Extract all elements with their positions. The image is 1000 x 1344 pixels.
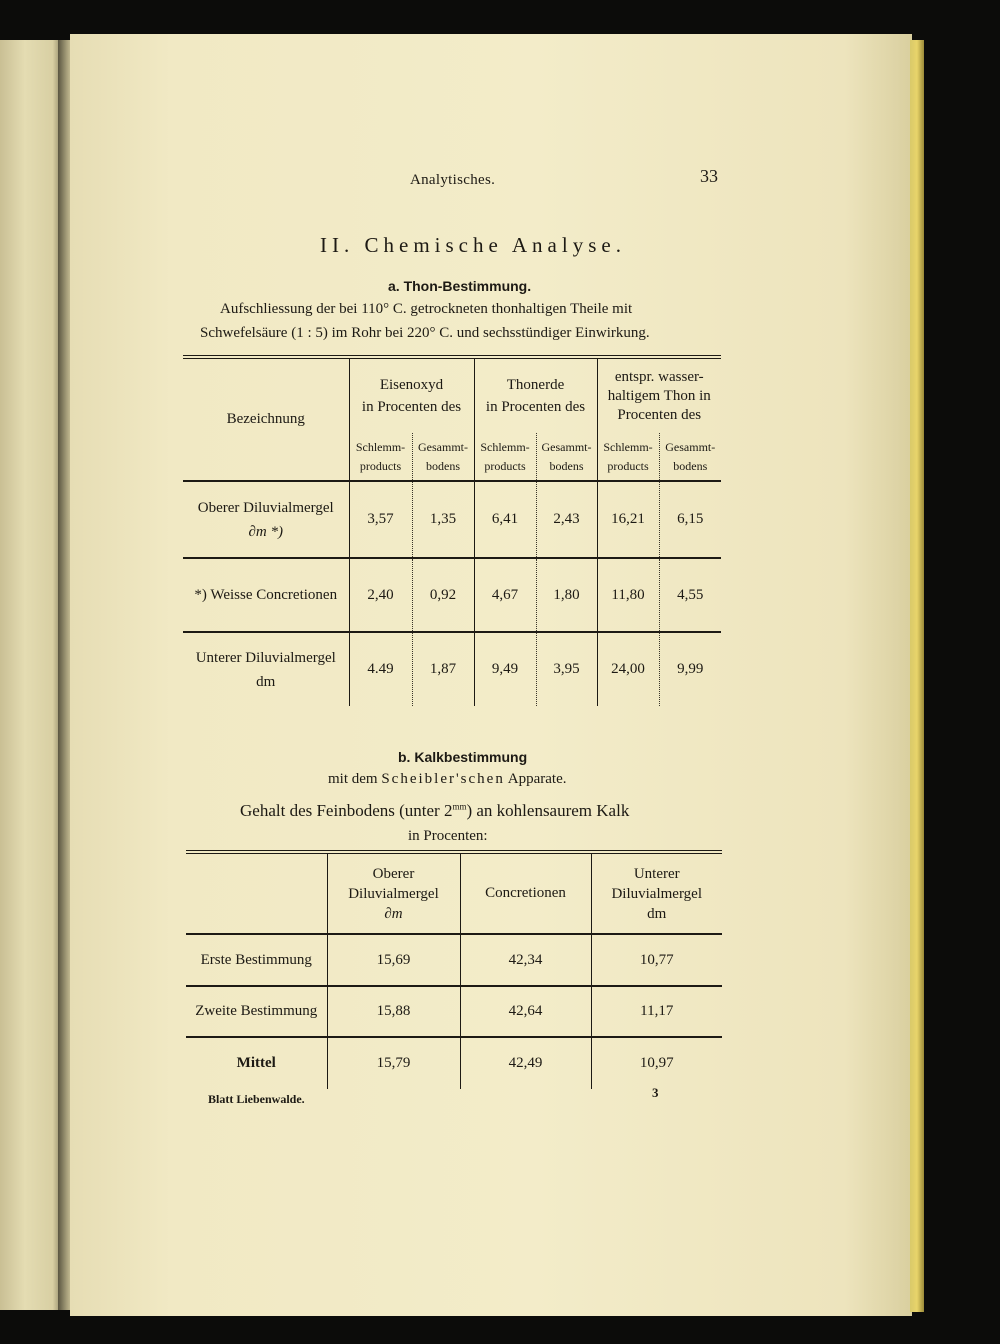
facing-page-edge [0,40,62,1310]
subheader-schlemm: Schlemm- products [349,433,412,481]
value-cell: 6,41 [474,481,536,558]
value-cell: 15,69 [327,934,460,986]
subheader-schlemm: Schlemm- products [597,433,659,481]
value-cell: 42,49 [460,1037,591,1089]
value-cell: 10,77 [591,934,722,986]
part-b-heading: b. Kalkbestimmung [398,749,528,765]
row-label: Oberer Diluvialmergel ∂m *) [197,499,334,540]
part-b-subject-line2: in Procenten: [408,828,488,844]
value-cell: 9,49 [474,632,536,706]
column-header: Concretionen [460,852,591,934]
subheader-gesammt: Gesammt- bodens [659,433,721,481]
row-label: *) Weisse Concretionen [194,587,338,603]
section-title: II. Chemische Analyse. [320,233,626,257]
page-edge-gilt [910,40,924,1312]
part-b-subject: Gehalt des Feinbodens (unter $2^{mm}$) an kohlensaurem Kalk [240,801,630,820]
table-row [183,558,721,632]
value-cell: 4,67 [474,558,536,632]
value-cell: 11,17 [591,986,722,1037]
value-cell: 1,87 [412,632,474,706]
value-cell: 42,64 [460,986,591,1037]
value-cell: 3,57 [349,481,412,558]
part-a-description-line2: Schwefelsäure (1 : 5) im Rohr bei 220° C. und sechsstündiger Einwirkung. [200,325,650,341]
page-number: 33 [700,166,718,186]
table-row [183,481,721,558]
value-cell: 9,99 [659,632,721,706]
value-cell: 16,21 [597,481,659,558]
value-cell: 15,88 [327,986,460,1037]
value-cell: 24,00 [597,632,659,706]
value-cell: 10,97 [591,1037,722,1089]
subheader-gesammt: Gesammt- bodens [536,433,597,481]
value-cell: 6,15 [659,481,721,558]
value-cell: 15,79 [327,1037,460,1089]
column-header: Unterer Diluvialmergel dm [591,852,722,934]
value-cell: 1,80 [536,558,597,632]
header-eisenoxyd: Eisenoxyd in Procenten des [349,357,474,433]
value-cell: 1,35 [412,481,474,558]
running-title: Analytisches. [410,172,496,188]
value-cell: 0,92 [412,558,474,632]
signature-mark: 3 [652,1085,659,1100]
value-cell: 42,34 [460,934,591,986]
value-cell: 11,80 [597,558,659,632]
header-thonerde: Thonerde in Procenten des [474,357,597,433]
row-label: Zweite Bestimmung [195,1003,318,1019]
value-cell: 2,43 [536,481,597,558]
subheader-schlemm: Schlemm- products [474,433,536,481]
column-header: Oberer Diluvialmergel ∂m [327,852,460,934]
part-a-description-line1: Aufschliessung der bei 110° C. getrockneten thonhaltigen Theile mit [220,301,633,317]
header-thon: entspr. wasser- haltigem Thon in Procenten des [597,357,721,433]
empty-header-cell [186,852,327,934]
row-label: Unterer Diluvialmergel dm [195,649,336,690]
value-cell: 3,95 [536,632,597,706]
table-row [186,934,722,986]
table-row [186,1037,722,1089]
value-cell: 2,40 [349,558,412,632]
kalk-table [186,850,722,1089]
row-label: Erste Bestimmung [200,951,312,968]
value-cell: 4.49 [349,632,412,706]
row-label: Mittel [236,1055,276,1071]
sheet-name: Blatt Liebenwalde. [208,1092,305,1106]
part-a-heading: a. Thon-Bestimmung. [388,278,532,294]
thon-table [183,355,721,706]
value-cell: 4,55 [659,558,721,632]
subheader-gesammt: Gesammt- bodens [412,433,474,481]
header-bezeichnung: Bezeichnung [183,357,349,481]
part-b-method: mit dem Scheibler'schen Apparate. [328,771,567,787]
table-row [186,986,722,1037]
table-row [183,632,721,706]
